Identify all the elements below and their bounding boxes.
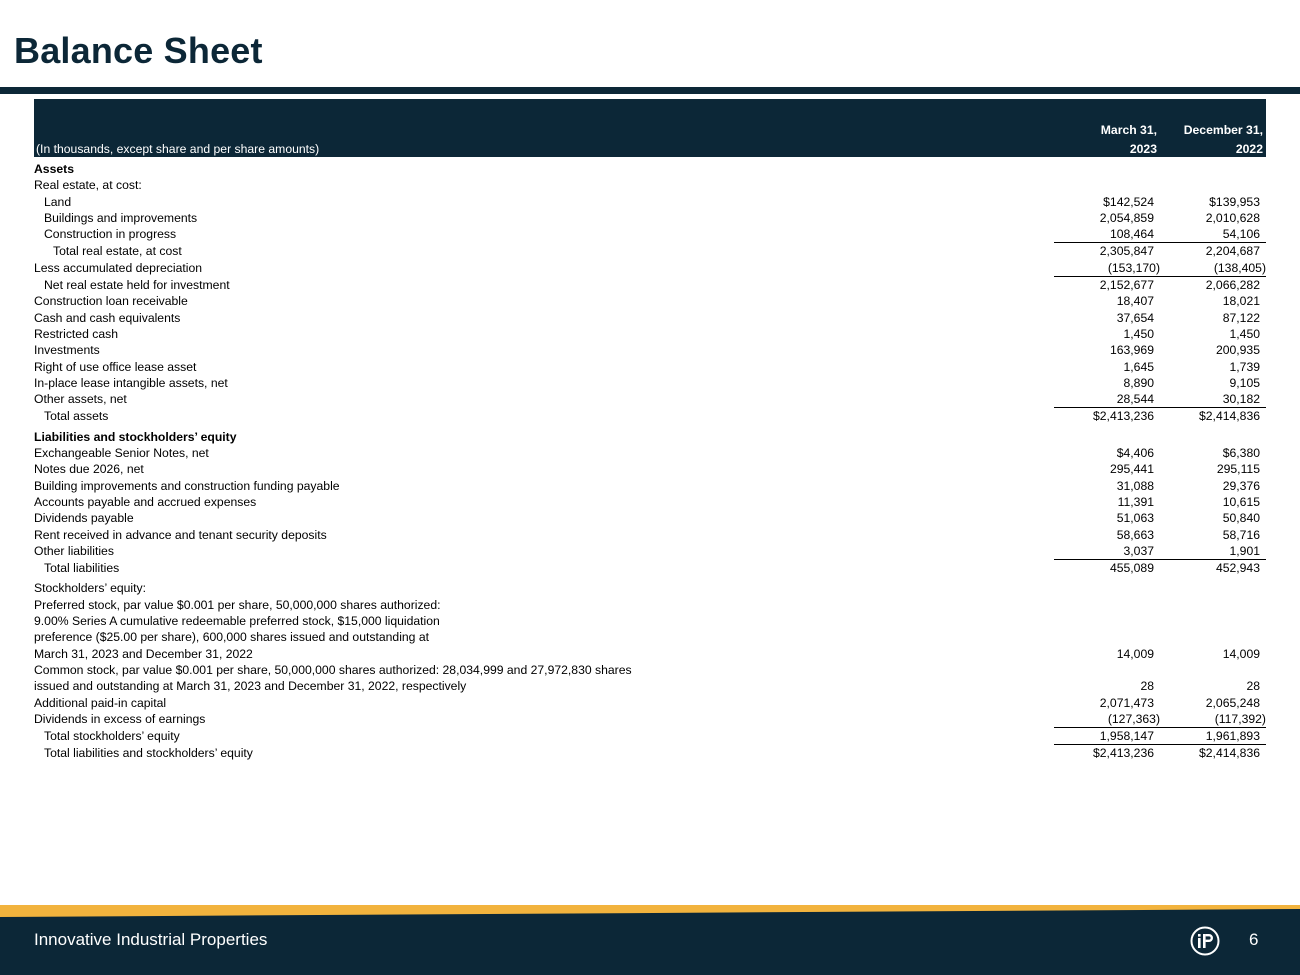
row-label: Net real estate held for investment [44,277,230,292]
value-dec-2022: 28 [1246,679,1260,694]
value-mar-2023: 51,063 [1116,511,1154,526]
value-dec-2022: (117,392) [1160,711,1266,728]
value-dec-2022: 1,961,893 [1160,728,1266,745]
value-mar-2023: 2,054,859 [1099,210,1154,225]
value-mar-2023: 14,009 [1116,646,1154,661]
value-dec-2022: 18,021 [1222,294,1260,309]
row-label: Restricted cash [34,326,118,341]
row-label: Dividends payable [34,511,134,526]
row-label: Other assets, net [34,392,127,407]
value-dec-2022: 2,204,687 [1205,244,1260,259]
row-label: Real estate, at cost: [34,178,142,193]
row-label: Land [44,194,72,209]
section-heading-liabilities: Liabilities and stockholders’ equity [34,429,237,444]
table-row [34,478,1266,494]
value-mar-2023: 455,089 [1109,561,1154,576]
value-mar-2023: 11,391 [1117,494,1154,509]
value-dec-2022: 87,122 [1222,310,1260,325]
col1-header-line2: 2023 [1054,138,1160,157]
value-dec-2022: 2,010,628 [1205,210,1260,225]
value-dec-2022: 1,450 [1229,326,1260,341]
table-row [34,408,1266,425]
col2-header-line2: 2022 [1160,138,1266,157]
table-row [34,445,1266,461]
value-dec-2022: 2,066,282 [1205,278,1260,293]
table-row [34,695,1266,711]
value-dec-2022: 295,115 [1216,462,1260,477]
value-dec-2022: $2,414,836 [1199,746,1260,761]
page-number: 6 [1249,930,1259,949]
table-row [34,226,1266,243]
table-row [34,177,1266,193]
table-row [34,310,1266,326]
row-label: Total real estate, at cost [53,244,182,259]
row-label: Notes due 2026, net [34,462,144,477]
header-spacer [34,99,1054,119]
value-mar-2023: 2,152,677 [1099,278,1154,293]
value-mar-2023: 3,037 [1054,543,1160,560]
value-mar-2023: 1,958,147 [1054,728,1160,745]
value-mar-2023: 2,305,847 [1099,244,1154,259]
table-row [34,260,1266,277]
value-dec-2022: 200,935 [1215,343,1260,358]
row-label: Buildings and improvements [44,210,198,225]
row-label: Right of use office lease asset [34,359,197,374]
table-row [34,210,1266,226]
table-row [34,391,1266,408]
value-mar-2023: 31,088 [1116,478,1154,493]
table-row [34,662,1266,695]
value-dec-2022: 1,739 [1229,359,1260,374]
row-label: Stockholders’ equity: [34,581,147,596]
value-dec-2022: $2,414,836 [1199,409,1260,424]
table-row [34,745,1266,762]
col1-header-line1: March 31, [1054,119,1160,138]
table-row [34,576,1266,596]
section-heading-assets: Assets [34,162,74,176]
value-dec-2022: 54,106 [1160,226,1266,243]
value-mar-2023: 295,441 [1109,462,1154,477]
value-mar-2023: 1,450 [1123,326,1154,341]
table-row [34,157,1266,177]
table-row [34,425,1266,445]
value-dec-2022: 30,182 [1160,391,1266,408]
value-dec-2022: 9,105 [1229,375,1260,390]
row-label: Other liabilities [34,544,114,559]
title-divider [0,87,1300,94]
row-label: Investments [34,343,100,358]
value-mar-2023: 108,464 [1054,226,1160,243]
table-row [34,510,1266,526]
table-row [34,277,1266,294]
value-mar-2023: 58,663 [1116,527,1154,542]
value-mar-2023: 8,890 [1123,375,1154,390]
value-dec-2022: 50,840 [1222,511,1260,526]
table-row [34,494,1266,510]
value-mar-2023: (127,363) [1054,711,1160,728]
value-dec-2022: $139,953 [1209,194,1260,209]
row-label: Total liabilities and stockholders’ equity [44,746,253,761]
value-dec-2022: 452,943 [1215,561,1260,576]
table-row [34,293,1266,309]
company-name: Innovative Industrial Properties [34,930,268,949]
value-mar-2023: $2,413,236 [1093,409,1154,424]
table-row [34,543,1266,560]
table-row [34,560,1266,577]
value-mar-2023: 1,645 [1123,359,1154,374]
value-dec-2022: 1,901 [1160,543,1266,560]
value-mar-2023: (153,170) [1054,260,1160,277]
table-row [34,711,1266,728]
value-dec-2022: $6,380 [1222,446,1260,461]
value-mar-2023: 163,969 [1109,343,1154,358]
row-label: In-place lease intangible assets, net [34,375,228,390]
table-row [34,326,1266,342]
row-label: Accounts payable and accrued expenses [34,494,257,509]
row-label: Less accumulated depreciation [34,261,203,276]
iip-logo-icon [1190,926,1220,956]
value-dec-2022: 14,009 [1222,646,1260,661]
row-label: Total liabilities [44,560,120,575]
table-row [34,461,1266,477]
table-row [34,194,1266,210]
table-row [34,342,1266,358]
value-mar-2023: 28,544 [1054,391,1160,408]
row-label: Total stockholders’ equity [44,729,180,744]
value-dec-2022: 58,716 [1222,527,1260,542]
row-label: Additional paid-in capital [34,695,167,710]
value-dec-2022: (138,405) [1160,260,1266,277]
value-mar-2023: 37,654 [1116,310,1154,325]
value-mar-2023: $2,413,236 [1093,746,1154,761]
row-label: Exchangeable Senior Notes, net [34,446,209,461]
value-mar-2023: 2,071,473 [1099,695,1154,710]
col2-header-line1: December 31, [1160,119,1266,138]
value-dec-2022: 10,615 [1222,494,1260,509]
value-dec-2022: 2,065,248 [1205,695,1260,710]
row-label: Construction loan receivable [34,294,188,309]
row-label: Cash and cash equivalents [34,310,181,325]
value-mar-2023: $142,524 [1103,194,1154,209]
value-mar-2023: $4,406 [1116,446,1154,461]
page-title: Balance Sheet [14,30,263,71]
row-label: Rent received in advance and tenant security deposits [34,527,327,542]
balance-sheet-table [34,99,1266,762]
table-row [34,243,1266,260]
table-row [34,527,1266,543]
row-label: Construction in progress [44,227,177,242]
row-label: Building improvements and construction funding payable [34,478,340,493]
table-row [34,359,1266,375]
row-label: Dividends in excess of earnings [34,712,206,727]
value-mar-2023: 28 [1140,679,1154,694]
units-note: (In thousands, except share and per share amounts) [34,138,1054,157]
table-row [34,728,1266,745]
table-row [34,375,1266,391]
table-header [34,99,1266,157]
value-dec-2022: 29,376 [1222,478,1260,493]
row-label-common-stock: Common stock, par value $0.001 per share, 50,000,000 shares authorized: 28,034,999 and 27,972,830 shares issued and outstanding at March 31, 2023 and December 31, 2022, respectively [34,662,632,694]
table-row [34,597,1266,662]
row-label-preferred-stock: Preferred stock, par value $0.001 per share, 50,000,000 shares authorized: 9.00% Series A cumulative redeemable preferred stock, $15,000 liquidation preference ($25.00 per share), 600,000 shares issued and outstanding at March 31, 2023 and December 31, 2022 [34,597,441,661]
row-label: Total assets [44,409,109,424]
value-mar-2023: 18,407 [1116,294,1154,309]
